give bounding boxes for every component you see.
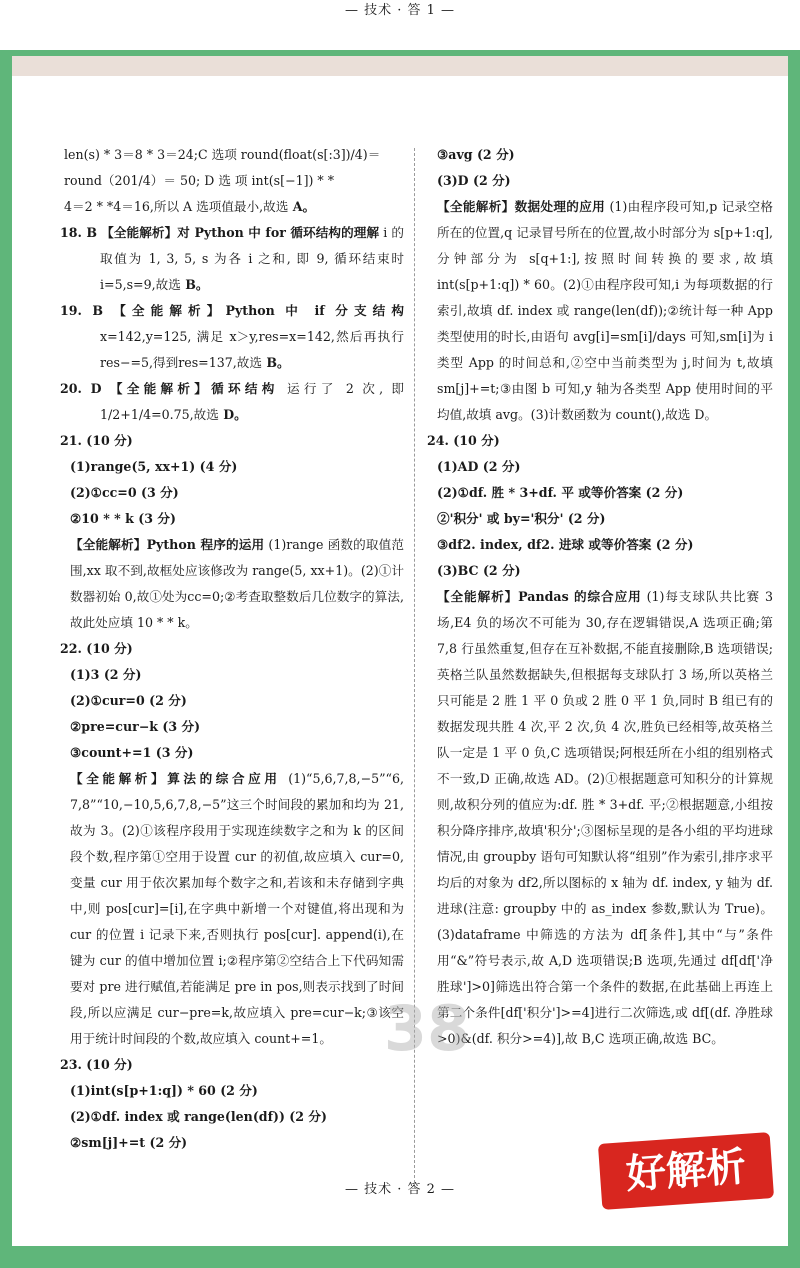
- left-column: [60, 142, 404, 1156]
- q23-analysis-text: (1)由程序段可知,p 记录空格所在的位置,q 记录冒号所在的位置,故小时部分为 s[p+1:q],分钟部分为 s[q+1:],按照时间转换的要求,故填 int(s[p+1:q]) * 60。(2)①由程序段可知,i 为每项数据的行索引,故填 df. index 或 range(len(df));②统计每一种 App 类型使用的时长,由语句 avg[i]=sm[i]/days 可知,sm[i]为 i 类型 App 的时间总和,②空中当前类型为 j,时间为 t,故填 sm[j]+=t;③由图 b 可知,y 轴为各类型 App 使用时间的平均值,故填 avg。(3)计数函数为 count(),故选 D。: [437, 199, 773, 422]
- q21-analysis-text: (1)range 函数的取值范围,xx 取不到,故框处应该修改为 range(5, xx+1)。(2)①计数器初始 0,故①处为cc=0;②考查取整数后几位数字的算法,故此处应填 10 * * k。: [70, 537, 405, 630]
- continued-answer: A。: [288, 199, 316, 214]
- q22-answer-1: (1)3 (2 分): [70, 667, 142, 682]
- q24-answer-3: ②'积分' 或 by='积分' (2 分): [437, 511, 606, 526]
- q19-answer: B。: [261, 355, 290, 370]
- q24-answer-5: (3)BC (2 分): [437, 563, 521, 578]
- q22-answer-4: ③count+=1 (3 分): [70, 745, 194, 760]
- q24-answer-4: ③df2. index, df2. 进球 或等价答案 (2 分): [437, 537, 694, 552]
- q22-heading: 22. (10 分): [60, 641, 133, 656]
- watermark-logo: 38: [383, 992, 471, 1065]
- q18-number: 18. B: [60, 225, 98, 240]
- q23-answer-2: (2)①df. index 或 range(len(df)) (2 分): [70, 1109, 327, 1124]
- q23-heading: 23. (10 分): [60, 1057, 133, 1072]
- q24-answer-1: (1)AD (2 分): [437, 459, 521, 474]
- q23-answer-5: (3)D (2 分): [437, 173, 511, 188]
- q22-analysis-text: (1)“5,6,7,8,−5”“6, 7,8”“10,−10,5,6,7,8,−5”这三个时间段的累加和均为 21,故为 3。(2)①该程序段用于实现连续数字之和为 k 的区间段个数,程序第①空用于设置 cur 的初值,故应填入 cur=0,变量 cur 用于依次累加每个数字之和,若该和未存储到字典中,则 pos[cur]=[i],在字典中新增一个对键值,将出现和为 cur 的位置 i 记录下来,否则执行 pos[cur]. append(i),在键为 cur 的值中增加位置 i;②程序第②空结合上下代码知需要对 pre 进行赋值,若能满足 pre in pos,则表示找到了时间段,所以应满足 cur−pre=k,故应填入 pre=cur−k;③该空用于统计时间段的个数,故应填入 count+=1。: [70, 771, 404, 1046]
- answer-page: [12, 76, 788, 1246]
- brand-stamp: 好解析: [598, 1132, 774, 1210]
- question-18: [60, 220, 404, 298]
- q22-answer-2: (2)①cur=0 (2 分): [70, 693, 187, 708]
- q24-analysis: [427, 584, 773, 1052]
- page-footer: — 技术 · 答 2 —: [344, 1182, 456, 1197]
- q21-answer-1: (1)range(5, xx+1) (4 分): [70, 459, 238, 474]
- q22-analysis-label: 【全能解析】算法的综合应用: [70, 771, 281, 786]
- continued-line-2: round（201/4）＝ 50; D 选 项 int(s[−1]) * *: [64, 173, 335, 188]
- q21-analysis: [60, 532, 404, 636]
- q18-analysis-text: i 的取值为 1, 3, 5, s 为各 i 之和, 即 9, 循环结束时 i=5,s=9,故选: [100, 225, 404, 292]
- q19-number: 19. B: [60, 303, 104, 318]
- continued-line-1: len(s) * 3＝8 * 3＝24;C 选项 round(float(s[:3])/4)＝: [64, 147, 381, 162]
- q19-analysis-text: x=142,y=125, 满足 x＞y,res=x=142,然后再执行res−=5,得到res=137,故选: [100, 329, 404, 370]
- q23-answer-4: ③avg (2 分): [437, 147, 515, 162]
- q23-answer-1: (1)int(s[p+1:q]) * 60 (2 分): [70, 1083, 258, 1098]
- page-divider-band: [12, 56, 788, 76]
- continued-line-3: 4＝2 * *4＝16,所以 A 选项值最小,故选: [64, 199, 289, 214]
- q18-answer: B。: [180, 277, 209, 292]
- q22-analysis: [60, 766, 404, 1052]
- q23-answer-3: ②sm[j]+=t (2 分): [70, 1135, 188, 1150]
- q24-answer-2: (2)①df. 胜 * 3+df. 平 或等价答案 (2 分): [437, 485, 684, 500]
- q20-analysis-label: 【全能解析】循环结构: [109, 381, 279, 396]
- q20-answer: D。: [218, 407, 247, 422]
- q24-analysis-text: (1)每支球队共比赛 3 场,E4 负的场次不可能为 30,存在逻辑错误,A 选项正确;第 7,8 行虽然重复,但存在互补数据,不能直接删除,B 选项错误;英格兰队虽然数据缺失,但根据每支球队打 3 场,所以英格兰只可能是 2 胜 1 平 0 负或 2 胜 0 平 1 负,同时 B 组已有的数据发现共胜 4 次,平 2 次,负 4 次,胜负已经相等,故英格兰队一定是 1 平 0 负,C 选项错误;阿根廷所在小组的组别格式不一致,D 正确,故选 AD。(2)①根据题意可知积分的计算规则,故积分列的值应为:df. 胜 * 3+df. 平;②根据题意,小组按积分降序排序,故填'积分';③图标呈现的是各小组的平均进球情况,由 groupby 语句可知默认将“组别”作为索引,排序求平均后的对象为 df2,所以图标的 x 轴为 df. index, y 轴为 df. 进球(注意: groupby 中的 as_index 参数,默认为 True)。(3)dataframe 中筛选的方法为 df[条件],其中“与”条件用“&”符号表示,故 A,D 选项错误;B 选项,先通过 df[df['净胜球']>0]筛选出符合第一个条件的数据,在此基础上再连上第二个条件[df['积分']>=4]进行二次筛选,或 df[(df. 净胜球>0)&(df. 积分>=4)],故 B,C 选项正确,故选 BC。: [437, 589, 774, 1046]
- q21-analysis-label: 【全能解析】Python 程序的运用: [70, 537, 265, 552]
- q24-analysis-label: 【全能解析】Pandas 的综合应用: [437, 589, 642, 604]
- q21-answer-3: ②10 * * k (3 分): [70, 511, 176, 526]
- continued-text: [60, 142, 404, 220]
- question-19: [60, 298, 404, 376]
- q21-heading: 21. (10 分): [60, 433, 133, 448]
- q18-analysis-label: 【全能解析】对 Python 中 for 循环结构的理解: [101, 225, 380, 240]
- q23-analysis-label: 【全能解析】数据处理的应用: [437, 199, 606, 214]
- question-20: [60, 376, 404, 428]
- q19-analysis-label: 【全能解析】Python 中 if 分支结构: [113, 303, 404, 318]
- q22-answer-3: ②pre=cur−k (3 分): [70, 719, 201, 734]
- page-header: — 技术 · 答 1 —: [344, 3, 456, 18]
- q23-analysis: [427, 194, 773, 428]
- q24-heading: 24. (10 分): [427, 433, 500, 448]
- q21-answer-2: (2)①cc=0 (3 分): [70, 485, 179, 500]
- q20-number: 20. D: [60, 381, 102, 396]
- q20-analysis-text: 运行了 2 次, 即 1/2+1/4=0.75,故选: [100, 381, 405, 422]
- right-column: [427, 142, 773, 1052]
